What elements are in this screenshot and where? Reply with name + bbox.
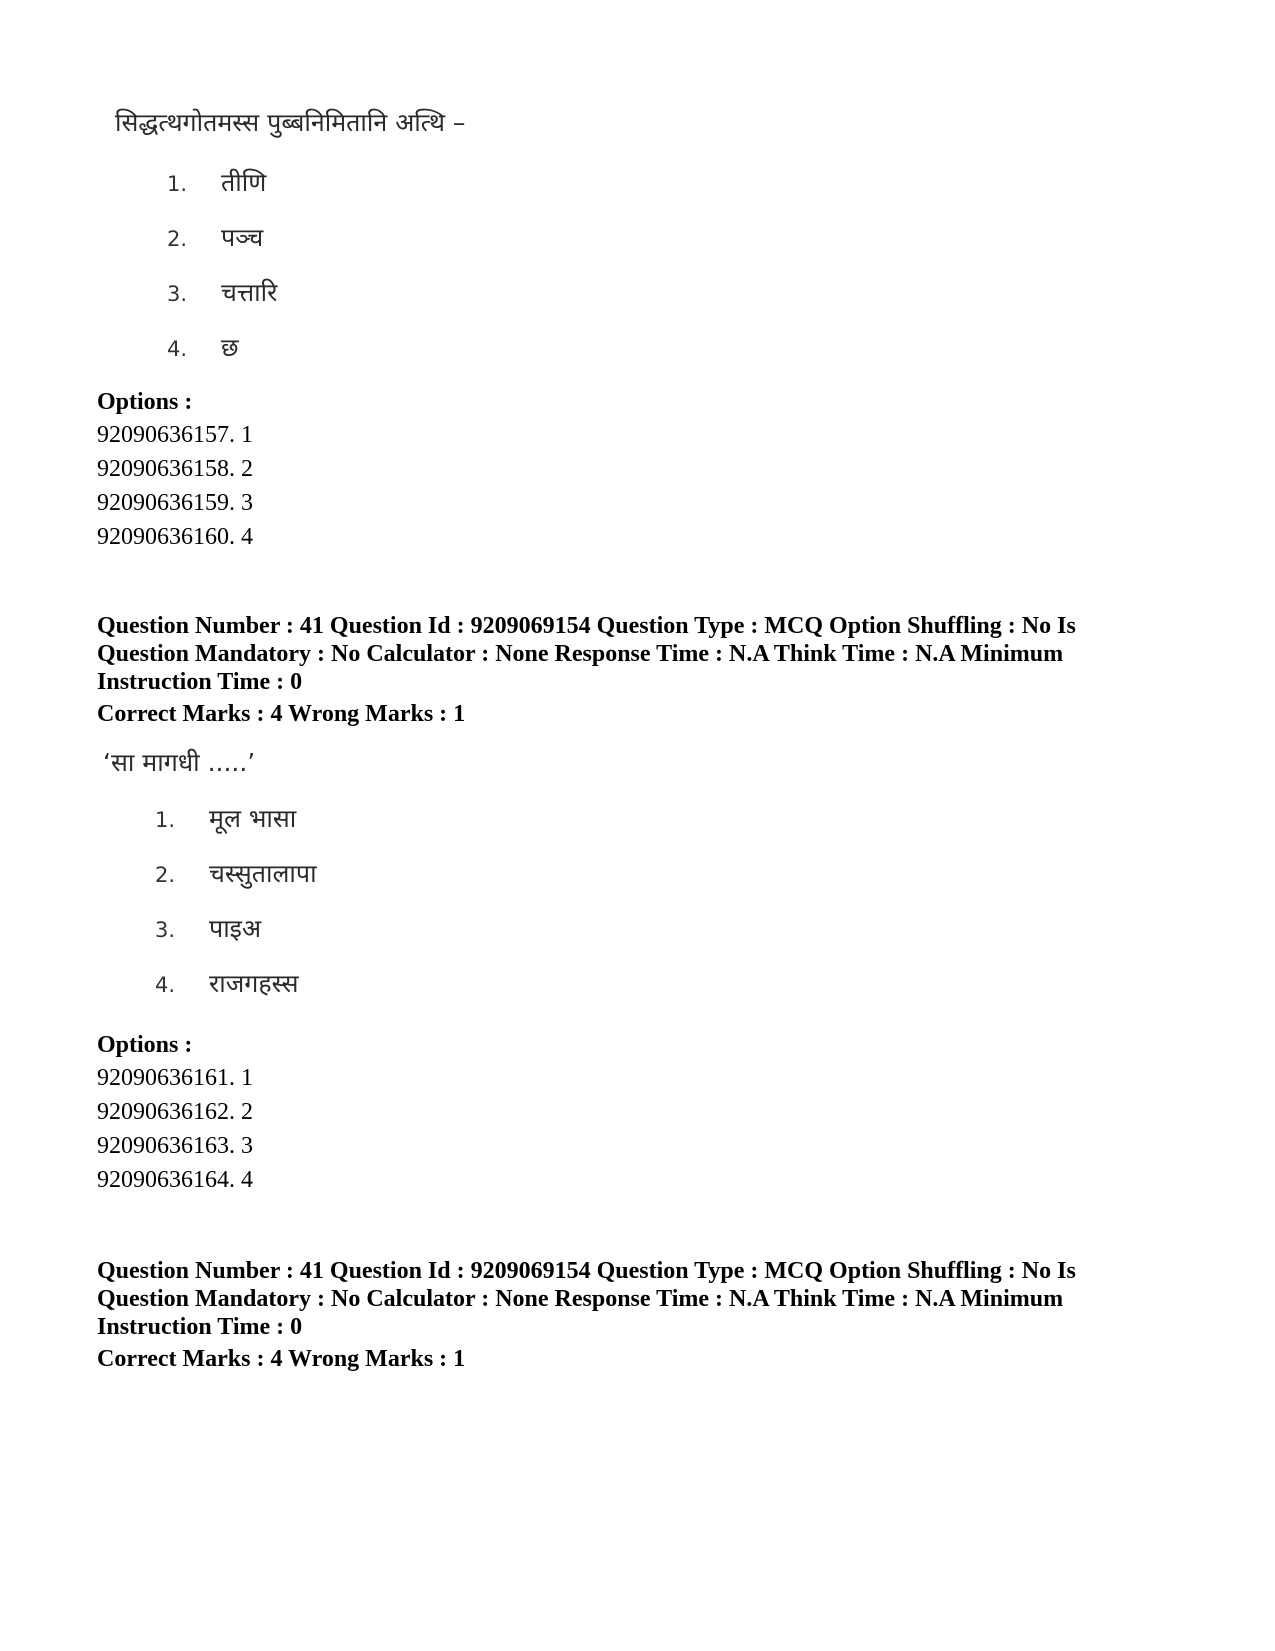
list-item <box>155 856 317 911</box>
choice-text: पाइअ <box>209 914 262 943</box>
options-list <box>97 418 253 554</box>
question-2-stem: ‘सा मागधी .....’ <box>103 748 256 777</box>
choice-text: तीणि <box>221 168 267 197</box>
choice-text: चस्सुतालापा <box>209 859 317 888</box>
choice-text: राजगहस्स <box>209 969 299 998</box>
option-item: 92090636163. 3 <box>97 1133 253 1159</box>
option-item: 92090636162. 2 <box>97 1099 253 1125</box>
option-item: 92090636159. 3 <box>97 490 253 516</box>
question-2-meta: Question Number : 41 Question Id : 9209069154 Question Type : MCQ Option Shuffling : No Is Question Mandatory : No Calculator : None Response Time : N.A Think Time : N.A Minimum Instruction Time : 0 <box>97 613 1076 695</box>
list-item <box>155 801 317 856</box>
options-title: Options : <box>97 1032 193 1058</box>
choice-number: 2. <box>167 227 188 251</box>
choice-number: 3. <box>155 918 176 942</box>
choice-number: 3. <box>167 282 188 306</box>
choice-text: चत्तारि <box>221 278 278 307</box>
choice-text: मूल भासा <box>209 804 297 833</box>
option-item: 92090636160. 4 <box>97 524 253 550</box>
question-3-meta: Question Number : 41 Question Id : 9209069154 Question Type : MCQ Option Shuffling : No Is Question Mandatory : No Calculator : None Response Time : N.A Think Time : N.A Minimum Instruction Time : 0 <box>97 1258 1076 1340</box>
choice-number: 4. <box>167 337 188 361</box>
list-item <box>167 330 465 385</box>
option-item: 92090636157. 1 <box>97 422 253 448</box>
list-item <box>167 220 465 275</box>
question-2-image <box>103 745 317 1021</box>
options-section-2 <box>97 1029 253 1197</box>
option-item: 92090636161. 1 <box>97 1065 253 1091</box>
question-3-marks: Correct Marks : 4 Wrong Marks : 1 <box>97 1346 466 1372</box>
option-item: 92090636158. 2 <box>97 456 253 482</box>
options-list <box>97 1061 253 1197</box>
choice-number: 2. <box>155 863 176 887</box>
question-2-marks: Correct Marks : 4 Wrong Marks : 1 <box>97 701 466 727</box>
option-item: 92090636164. 4 <box>97 1167 253 1193</box>
question-2-choices <box>155 801 317 1021</box>
list-item <box>155 966 317 1021</box>
choice-text: पञ्च <box>221 223 264 252</box>
question-1-stem: सिद्धत्थगोतमस्स पुब्बनिमितानि अत्थि – <box>115 108 466 137</box>
choice-number: 1. <box>155 808 176 832</box>
choice-number: 1. <box>167 172 188 196</box>
options-section-1 <box>97 386 253 554</box>
list-item <box>167 275 465 330</box>
choice-number: 4. <box>155 973 176 997</box>
question-1-choices <box>167 165 465 385</box>
options-title: Options : <box>97 389 193 415</box>
list-item <box>155 911 317 966</box>
choice-text: छ <box>221 333 239 362</box>
question-1-image <box>115 105 465 385</box>
list-item <box>167 165 465 220</box>
